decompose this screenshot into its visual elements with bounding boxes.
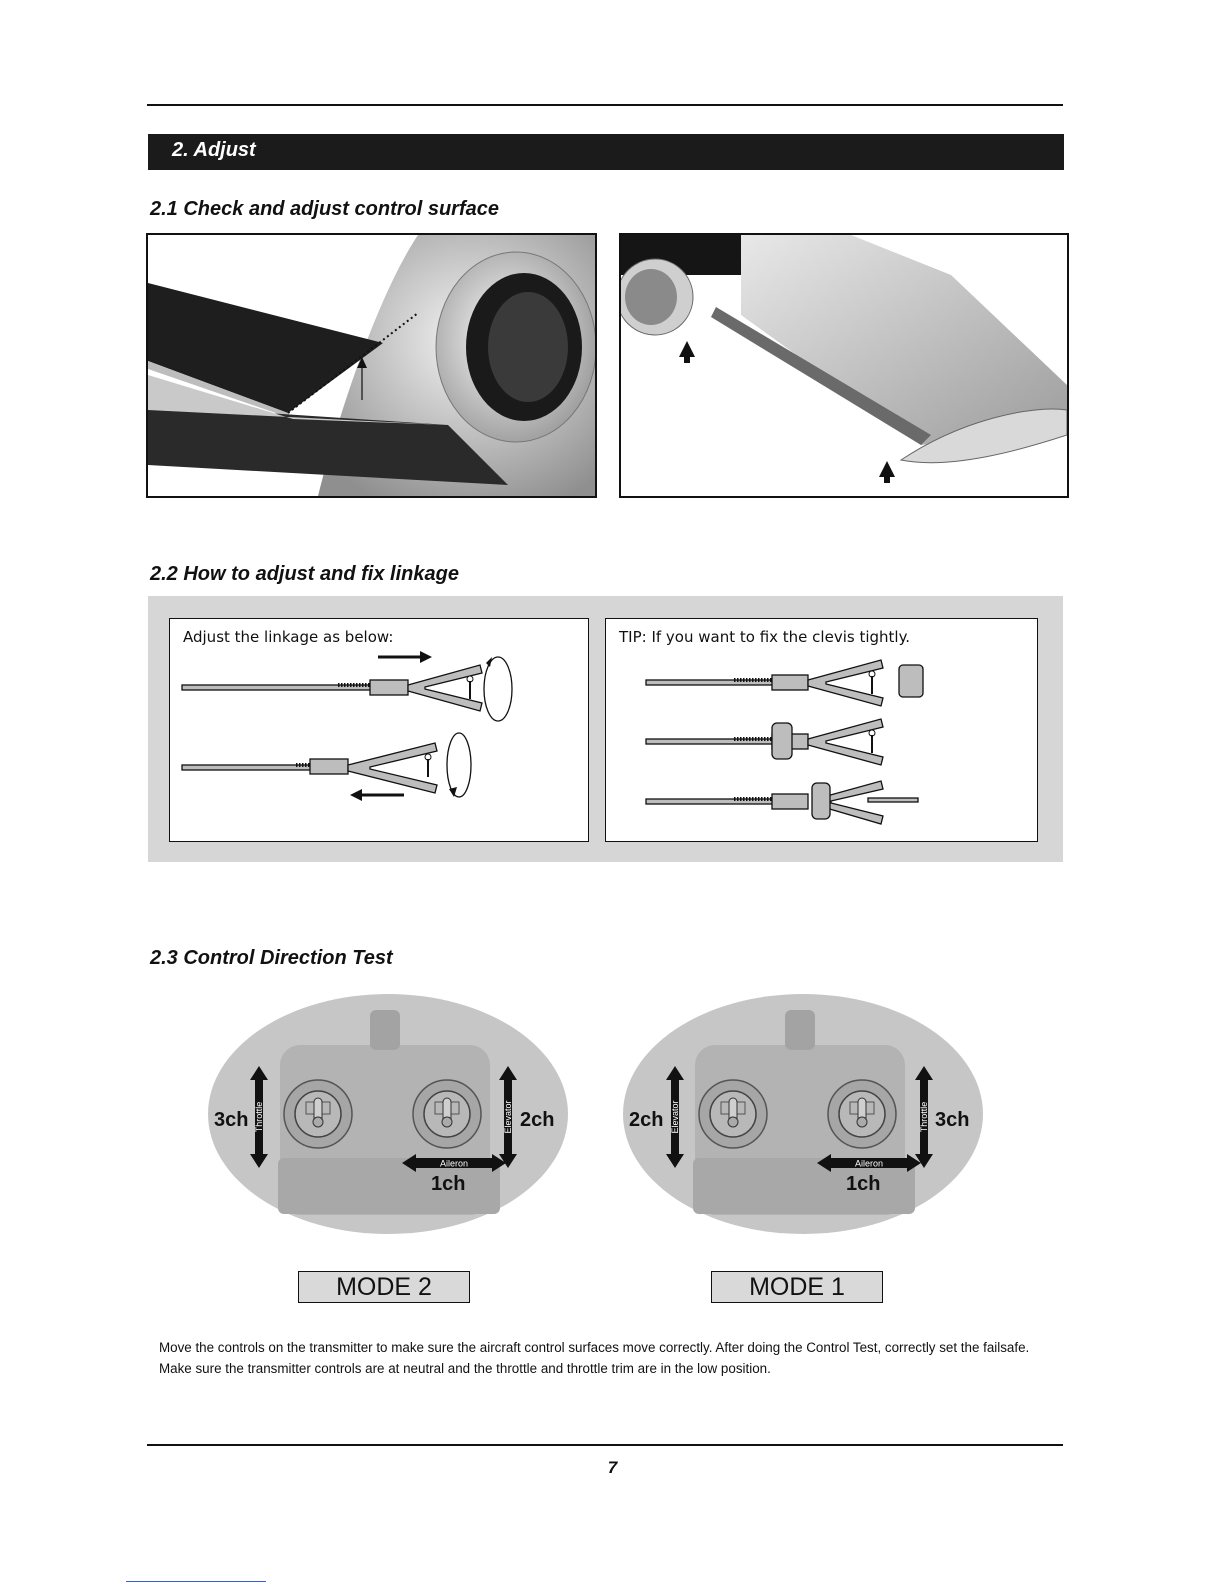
subsection-heading-2-3: 2.3 Control Direction Test: [150, 947, 393, 969]
clevis-adjust-diagram: [170, 619, 588, 841]
clevis-tip-caption: TIP: If you want to fix the clevis tightly.: [619, 628, 911, 646]
mode1-horizontal-axis-label: Aileron: [854, 1158, 884, 1169]
bottom-rule: [147, 1444, 1063, 1446]
footer-underline: [126, 1581, 266, 1582]
control-test-note: Move the controls on the transmitter to make sure the aircraft control surfaces move correctly. After doing the Control Test, correctly set the failsafe. Make sure the transmitter controls are at neutral and the throttle and throttle trim are in the low position.: [159, 1340, 1030, 1376]
wing-aileron-illustration: [621, 235, 1067, 496]
mode2-left-channel: 3ch: [214, 1109, 249, 1131]
section-title: 2. Adjust: [172, 139, 256, 161]
mode2-left-axis-label: Throttle: [254, 1101, 264, 1133]
mode1-horizontal-channel: 1ch: [846, 1173, 881, 1195]
horizontal-stabilizer-illustration: [148, 235, 595, 496]
mode2-right-axis-label: Elevator: [503, 1100, 513, 1134]
transmitter-mode2: [200, 990, 570, 1235]
clevis-fix-diagram: [606, 619, 1037, 841]
mode1-left-channel: 2ch: [629, 1109, 664, 1131]
mode1-right-channel: 3ch: [935, 1109, 970, 1131]
transmitter-mode1: [615, 990, 985, 1235]
subsection-heading-2-2: 2.2 How to adjust and fix linkage: [150, 563, 459, 585]
mode2-right-channel: 2ch: [520, 1109, 555, 1131]
mode1-right-axis-label: Throttle: [919, 1101, 929, 1133]
linkage-adjust-box: [169, 618, 589, 842]
transmitter-mode1-illustration: [615, 990, 985, 1235]
section-header-bar: [148, 134, 1064, 170]
mode1-label: MODE 1: [711, 1271, 883, 1303]
linkage-adjust-caption: Adjust the linkage as below:: [183, 628, 394, 646]
mode1-left-axis-label: Elevator: [670, 1100, 680, 1134]
mode2-label: MODE 2: [298, 1271, 470, 1303]
control-surface-photo-right: [619, 233, 1069, 498]
top-rule: [147, 104, 1063, 106]
mode2-horizontal-channel: 1ch: [431, 1173, 466, 1195]
control-surface-photo-left: [146, 233, 597, 498]
subsection-heading-2-1: 2.1 Check and adjust control surface: [150, 198, 499, 220]
mode2-horizontal-axis-label: Aileron: [439, 1158, 469, 1169]
clevis-tip-box: [605, 618, 1038, 842]
page-number: 7: [607, 1458, 618, 1477]
transmitter-mode2-illustration: [200, 990, 570, 1235]
